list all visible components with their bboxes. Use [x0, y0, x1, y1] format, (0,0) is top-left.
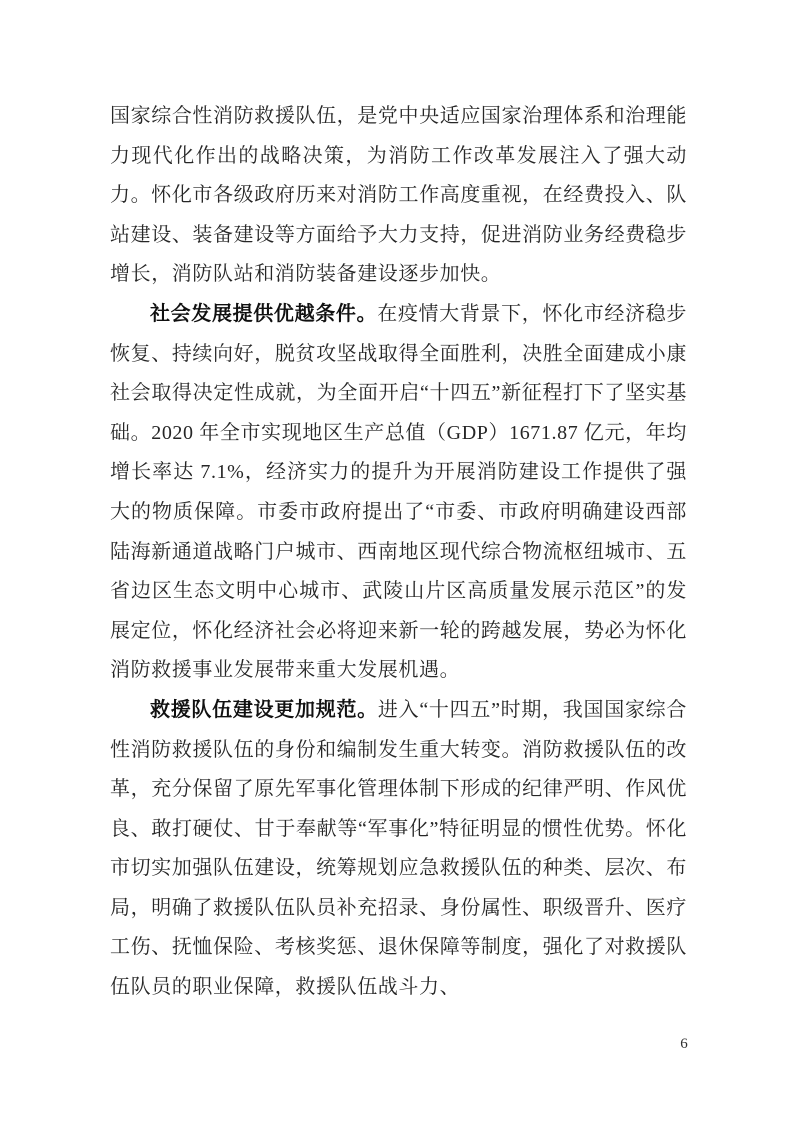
paragraph-text: 国家综合性消防救援队伍，是党中央适应国家治理体系和治理能力现代化作出的战略决策，为消防工作改革发展注入了强大动力。怀化市各级政府历来对消防工作高度重视，在经费投入、队站建设、装备建设等方面给予大力支持，促进消防业务经费稳步增长，消防队站和消防装备建设逐步加快。 [110, 105, 687, 286]
paragraph [110, 295, 687, 691]
paragraph-lead: 社会发展提供优越条件。 [150, 302, 378, 325]
paragraph-text: 进入“十四五”时期，我国国家综合性消防救援队伍的身份和编制发生重大转变。消防救援队伍的改革，充分保留了原先军事化管理体制下形成的纪律严明、作风优良、敢打硬仗、甘于奉献等“军事化”特征明显的惯性优势。怀化市切实加强队伍建设，统筹规划应急救援队伍的种类、层次、布局，明确了救援队伍队员补充招录、身份属性、职级晋升、医疗工伤、抚恤保险、考核奖惩、退休保障等制度，强化了对救援队伍队员的职业保障，救援队伍战斗力、 [110, 698, 687, 999]
paragraph [110, 97, 687, 295]
page-number: 6 [680, 1036, 688, 1052]
paragraph-lead: 救援队伍建设更加规范。 [150, 698, 378, 721]
paragraph-text: 在疫情大背景下，怀化市经济稳步恢复、持续向好，脱贫攻坚战取得全面胜利，决胜全面建成小康社会取得决定性成就，为全面开启“十四五”新征程打下了坚实基础。2020 年全市实现地区生产总值（GDP）1671.87 亿元，年均增长率达 7.1%，经济实力的提升为开展消防建设工作提供了强大的物质保障。市委市政府提出了“市委、市政府明确建设西部陆海新通道战略门户城市、西南地区现代综合物流枢纽城市、五省边区生态文明中心城市、武陵山片区高质量发展示范区”的发展定位，怀化经济社会必将迎来新一轮的跨越发展，势必为怀化消防救援事业发展带来重大发展机遇。 [110, 302, 687, 682]
text-block [110, 97, 687, 1008]
paragraph [110, 691, 687, 1008]
